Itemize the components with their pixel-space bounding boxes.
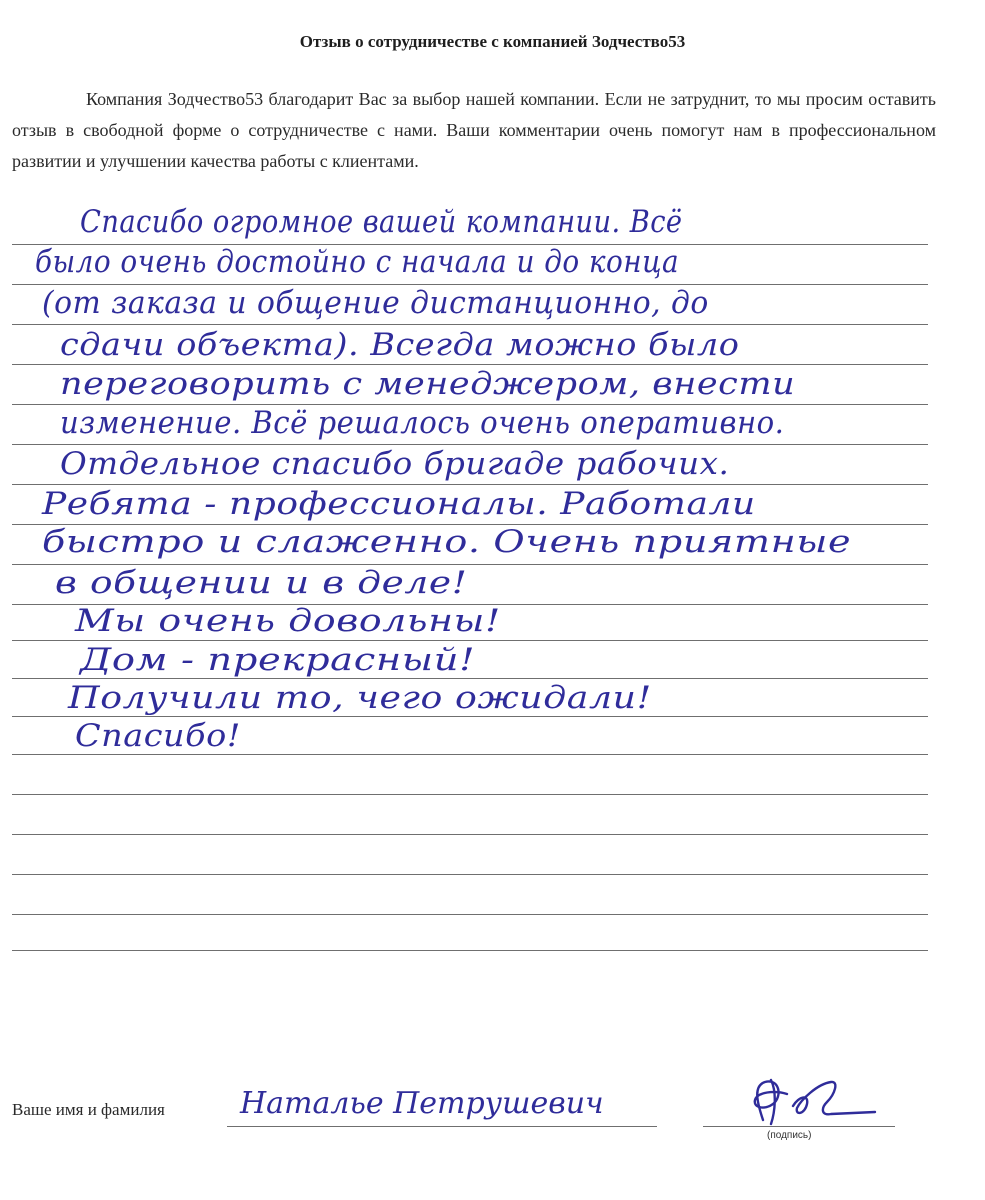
name-field-label: Ваше имя и фамилия [12,1100,165,1119]
signature-line [703,1126,895,1127]
ruled-line [12,794,928,795]
ruled-line [12,364,928,365]
handwritten-review-line: в общении и в деле! [55,565,468,601]
handwritten-review-line: Отдельное спасибо бригаде рабочих. [60,446,730,482]
ruled-line [12,444,928,445]
ruled-line [12,950,928,951]
ruled-line [12,834,928,835]
ruled-line [12,640,928,641]
ruled-line [12,874,928,875]
ruled-line [12,324,928,325]
handwritten-review-line: изменение. Всё решалось очень оперативно. [60,405,785,441]
handwritten-review-line: Ребята - профессионалы. Работали [42,486,756,522]
handwritten-review-line: быстро и слаженно. Очень приятные [42,524,852,560]
name-field-line [227,1126,657,1127]
ruled-line [12,716,928,717]
handwritten-name: Наталье Петрушевич [240,1086,604,1121]
handwritten-review-line: Мы очень довольны! [75,603,501,639]
ruled-line [12,678,928,679]
handwritten-review-line: было очень достойно с начала и до конца [35,244,680,280]
handwritten-review-line: (от заказа и общение дистанционно, до [42,285,709,321]
handwritten-review-line: Спасибо огромное вашей компании. Всё [80,204,683,240]
form-intro-paragraph [12,84,936,177]
handwritten-review-line: сдачи объекта). Всегда можно было [60,327,740,363]
signature-caption: (подпись) [767,1130,812,1141]
ruled-line [12,914,928,915]
handwritten-signature [735,1072,885,1132]
form-title: Отзыв о сотрудничестве с компанией Зодчество53 [299,32,686,51]
ruled-line [12,484,928,485]
handwritten-review-line: переговорить с менеджером, внести [60,366,796,402]
form-intro-text: Компания Зодчество53 благодарит Вас за выбор нашей компании. Если не затруднит, то мы просим оставить отзыв в свободной форме о сотрудничестве с нами. Ваши комментарии очень помогут нам в профессиональном развитии и улучшении качества работы с клиентами. [12,89,936,171]
handwritten-review-line: Дом - прекрасный! [80,642,476,678]
handwritten-review-line: Получили то, чего ожидали! [68,680,652,716]
ruled-line [12,754,928,755]
handwritten-review-line: Спасибо! [75,718,241,754]
